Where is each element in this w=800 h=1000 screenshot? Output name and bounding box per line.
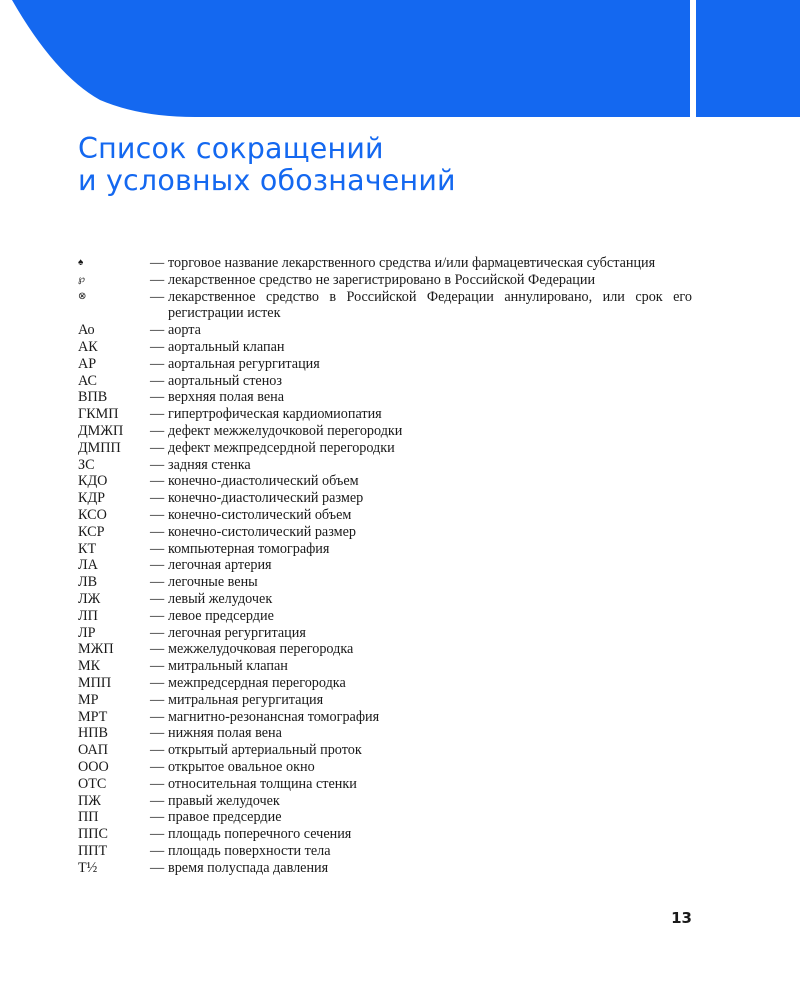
- abbreviation-definition: относительная толщина стенки: [168, 775, 357, 792]
- symbol-icon: ♠: [78, 257, 84, 268]
- abbreviation-row: [78, 776, 692, 793]
- abbreviation-term: КСО: [78, 506, 107, 523]
- abbreviation-definition: легочная регургитация: [168, 624, 306, 641]
- abbreviation-term: ГКМП: [78, 406, 119, 423]
- abbreviation-term: АС: [78, 372, 98, 389]
- abbreviation-row: [78, 507, 692, 524]
- abbreviation-definition: лекарственное средство не зарегистрировано в Российской Федерации: [168, 271, 596, 288]
- abbreviation-definition: дефект межжелудочковой перегородки: [168, 422, 403, 439]
- abbreviation-row: [78, 389, 692, 406]
- abbreviation-term: ППС: [78, 826, 108, 843]
- abbreviation-row: [78, 826, 692, 843]
- abbreviation-term: Ао: [78, 322, 95, 339]
- abbreviation-row: [78, 255, 692, 272]
- abbreviation-term: ОАП: [78, 742, 109, 759]
- abbreviation-definition: аортальный стеноз: [168, 372, 282, 389]
- abbreviation-definition: правый желудочек: [168, 792, 280, 809]
- abbreviation-term: КДР: [78, 490, 106, 507]
- abbreviation-definition: митральная регургитация: [168, 691, 324, 708]
- abbreviation-dash: —: [150, 271, 165, 288]
- header-banner-left: [12, 0, 690, 117]
- abbreviation-row: [78, 658, 692, 675]
- abbreviation-definition: магнитно-резонансная томография: [168, 708, 380, 725]
- abbreviation-row: [78, 625, 692, 642]
- abbreviation-row: [78, 793, 692, 810]
- abbreviation-term: НПВ: [78, 725, 108, 742]
- abbreviation-definition: конечно-диастолический размер: [168, 490, 364, 507]
- abbreviation-term: ЛВ: [78, 574, 98, 591]
- abbreviation-definition: открытое овальное окно: [168, 758, 315, 775]
- abbreviation-dash: —: [150, 641, 165, 658]
- abbreviation-dash: —: [150, 389, 165, 406]
- abbreviation-row: [78, 272, 692, 289]
- abbreviation-term: ООО: [78, 758, 109, 775]
- abbreviation-dash: —: [150, 809, 165, 826]
- abbreviation-definition: межпредсердная перегородка: [168, 674, 346, 691]
- header-banner-right: [696, 0, 800, 117]
- abbreviation-row: [78, 373, 692, 390]
- abbreviation-row: [78, 541, 692, 558]
- abbreviation-dash: —: [150, 691, 165, 708]
- abbreviation-dash: —: [150, 355, 165, 372]
- abbreviation-definition: дефект межпредсердной перегородки: [168, 439, 395, 456]
- abbreviation-dash: —: [150, 473, 165, 490]
- abbreviation-term: КСР: [78, 523, 105, 540]
- abbreviation-term: ЗС: [78, 456, 95, 473]
- abbreviation-term: МПП: [78, 674, 112, 691]
- abbreviation-definition: межжелудочковая перегородка: [168, 641, 354, 658]
- abbreviation-term: КДО: [78, 473, 108, 490]
- abbreviation-row: [78, 675, 692, 692]
- abbreviation-dash: —: [150, 456, 165, 473]
- abbreviation-dash: —: [150, 725, 165, 742]
- abbreviation-dash: —: [150, 624, 165, 641]
- abbreviation-definition: аорта: [168, 322, 201, 339]
- abbreviation-dash: —: [150, 758, 165, 775]
- abbreviation-term: ОТС: [78, 775, 107, 792]
- abbreviation-dash: —: [150, 708, 165, 725]
- abbreviation-row: [78, 860, 692, 877]
- abbreviation-row: [78, 809, 692, 826]
- abbreviation-definition: конечно-систолический размер: [168, 523, 356, 540]
- abbreviation-term: ПП: [78, 809, 99, 826]
- abbreviation-term: Т½: [78, 859, 98, 876]
- abbreviation-term: АР: [78, 355, 97, 372]
- abbreviation-definition: компьютерная томография: [168, 540, 330, 557]
- abbreviation-dash: —: [150, 406, 165, 423]
- abbreviation-dash: —: [150, 574, 165, 591]
- page-number: 13: [671, 909, 692, 927]
- abbreviation-dash: —: [150, 439, 165, 456]
- header-banner: [0, 0, 800, 120]
- abbreviation-row: [78, 591, 692, 608]
- abbreviation-definition: конечно-диастолический объем: [168, 473, 359, 490]
- abbreviation-row: [78, 524, 692, 541]
- abbreviation-dash: —: [150, 674, 165, 691]
- abbreviation-definition: время полуспада давления: [168, 859, 329, 876]
- abbreviation-dash: —: [150, 540, 165, 557]
- abbreviation-term: КТ: [78, 540, 97, 557]
- abbreviation-term: ЛП: [78, 607, 98, 624]
- abbreviation-dash: —: [150, 322, 165, 339]
- abbreviation-definition: торговое название лекарственного средства и/или фармацевтическая субстанция: [168, 255, 656, 271]
- abbreviation-dash: —: [150, 338, 165, 355]
- abbreviation-definition: левое предсердие: [168, 607, 274, 624]
- abbreviation-row: [78, 759, 692, 776]
- abbreviation-row: [78, 406, 692, 423]
- abbreviation-dash: —: [150, 775, 165, 792]
- abbreviation-term: МЖП: [78, 641, 114, 658]
- abbreviation-dash: —: [150, 826, 165, 843]
- abbreviation-dash: —: [150, 422, 165, 439]
- abbreviation-definition: легочная артерия: [168, 557, 272, 574]
- abbreviation-row: [78, 457, 692, 474]
- abbreviation-row: [78, 289, 692, 323]
- abbreviation-term: МК: [78, 658, 101, 675]
- abbreviation-dash: —: [150, 792, 165, 809]
- abbreviation-dash: —: [150, 255, 165, 271]
- abbreviation-term: ВПВ: [78, 389, 108, 406]
- abbreviation-row: [78, 322, 692, 339]
- abbreviation-row: [78, 641, 692, 658]
- abbreviation-row: [78, 356, 692, 373]
- abbreviation-row: [78, 490, 692, 507]
- abbreviation-definition: лекарственное средство в Российской Федерации аннулировано, или срок его регистрации истек: [168, 288, 692, 322]
- page-title: [78, 133, 456, 197]
- abbreviation-definition: аортальный клапан: [168, 338, 285, 355]
- abbreviation-row: [78, 843, 692, 860]
- abbreviation-definition: легочные вены: [168, 574, 258, 591]
- abbreviation-row: [78, 473, 692, 490]
- abbreviation-definition: правое предсердие: [168, 809, 282, 826]
- abbreviation-definition: аортальная регургитация: [168, 355, 320, 372]
- abbreviation-dash: —: [150, 590, 165, 607]
- abbreviation-dash: —: [150, 506, 165, 523]
- abbreviation-dash: —: [150, 658, 165, 675]
- abbreviation-row: [78, 608, 692, 625]
- abbreviation-definition: площадь поперечного сечения: [168, 826, 352, 843]
- abbreviation-definition: митральный клапан: [168, 658, 288, 675]
- abbreviation-dash: —: [150, 607, 165, 624]
- abbreviation-dash: —: [150, 490, 165, 507]
- abbreviation-row: [78, 725, 692, 742]
- abbreviation-definition: верхняя полая вена: [168, 389, 285, 406]
- abbreviation-dash: —: [150, 288, 165, 305]
- abbreviation-definition: задняя стенка: [168, 456, 251, 473]
- abbreviation-row: [78, 709, 692, 726]
- symbol-icon: ℘: [78, 273, 85, 285]
- abbreviation-definition: площадь поверхности тела: [168, 842, 331, 859]
- abbreviation-row: [78, 574, 692, 591]
- abbreviation-definition: гипертрофическая кардиомиопатия: [168, 406, 382, 423]
- abbreviation-row: [78, 440, 692, 457]
- abbreviation-definition: нижняя полая вена: [168, 725, 282, 742]
- abbreviation-row: [78, 339, 692, 356]
- abbreviation-row: [78, 423, 692, 440]
- abbreviation-dash: —: [150, 523, 165, 540]
- abbreviation-row: [78, 692, 692, 709]
- abbreviation-row: [78, 557, 692, 574]
- abbreviation-dash: —: [150, 742, 165, 759]
- abbreviation-term: МР: [78, 691, 99, 708]
- abbreviation-definition: конечно-систолический объем: [168, 506, 352, 523]
- abbreviation-definition: левый желудочек: [168, 590, 273, 607]
- abbreviation-list: [78, 255, 692, 876]
- abbreviation-term: ППТ: [78, 842, 108, 859]
- abbreviation-term: ЛЖ: [78, 590, 101, 607]
- abbreviation-term: ДМПП: [78, 439, 121, 456]
- abbreviation-dash: —: [150, 859, 165, 876]
- abbreviation-row: [78, 742, 692, 759]
- abbreviation-term: АК: [78, 338, 98, 355]
- abbreviation-term: ЛА: [78, 557, 98, 574]
- abbreviation-term: ПЖ: [78, 792, 101, 809]
- page-title-line-1: Список сокращений: [78, 132, 384, 165]
- abbreviation-term: МРТ: [78, 708, 108, 725]
- abbreviation-definition: открытый артериальный проток: [168, 742, 362, 759]
- abbreviation-dash: —: [150, 557, 165, 574]
- abbreviation-dash: —: [150, 372, 165, 389]
- symbol-icon: ⊗: [78, 290, 87, 302]
- abbreviation-term: ЛР: [78, 624, 96, 641]
- abbreviation-term: ДМЖП: [78, 422, 124, 439]
- page-title-line-2: и условных обозначений: [78, 164, 456, 197]
- abbreviation-dash: —: [150, 842, 165, 859]
